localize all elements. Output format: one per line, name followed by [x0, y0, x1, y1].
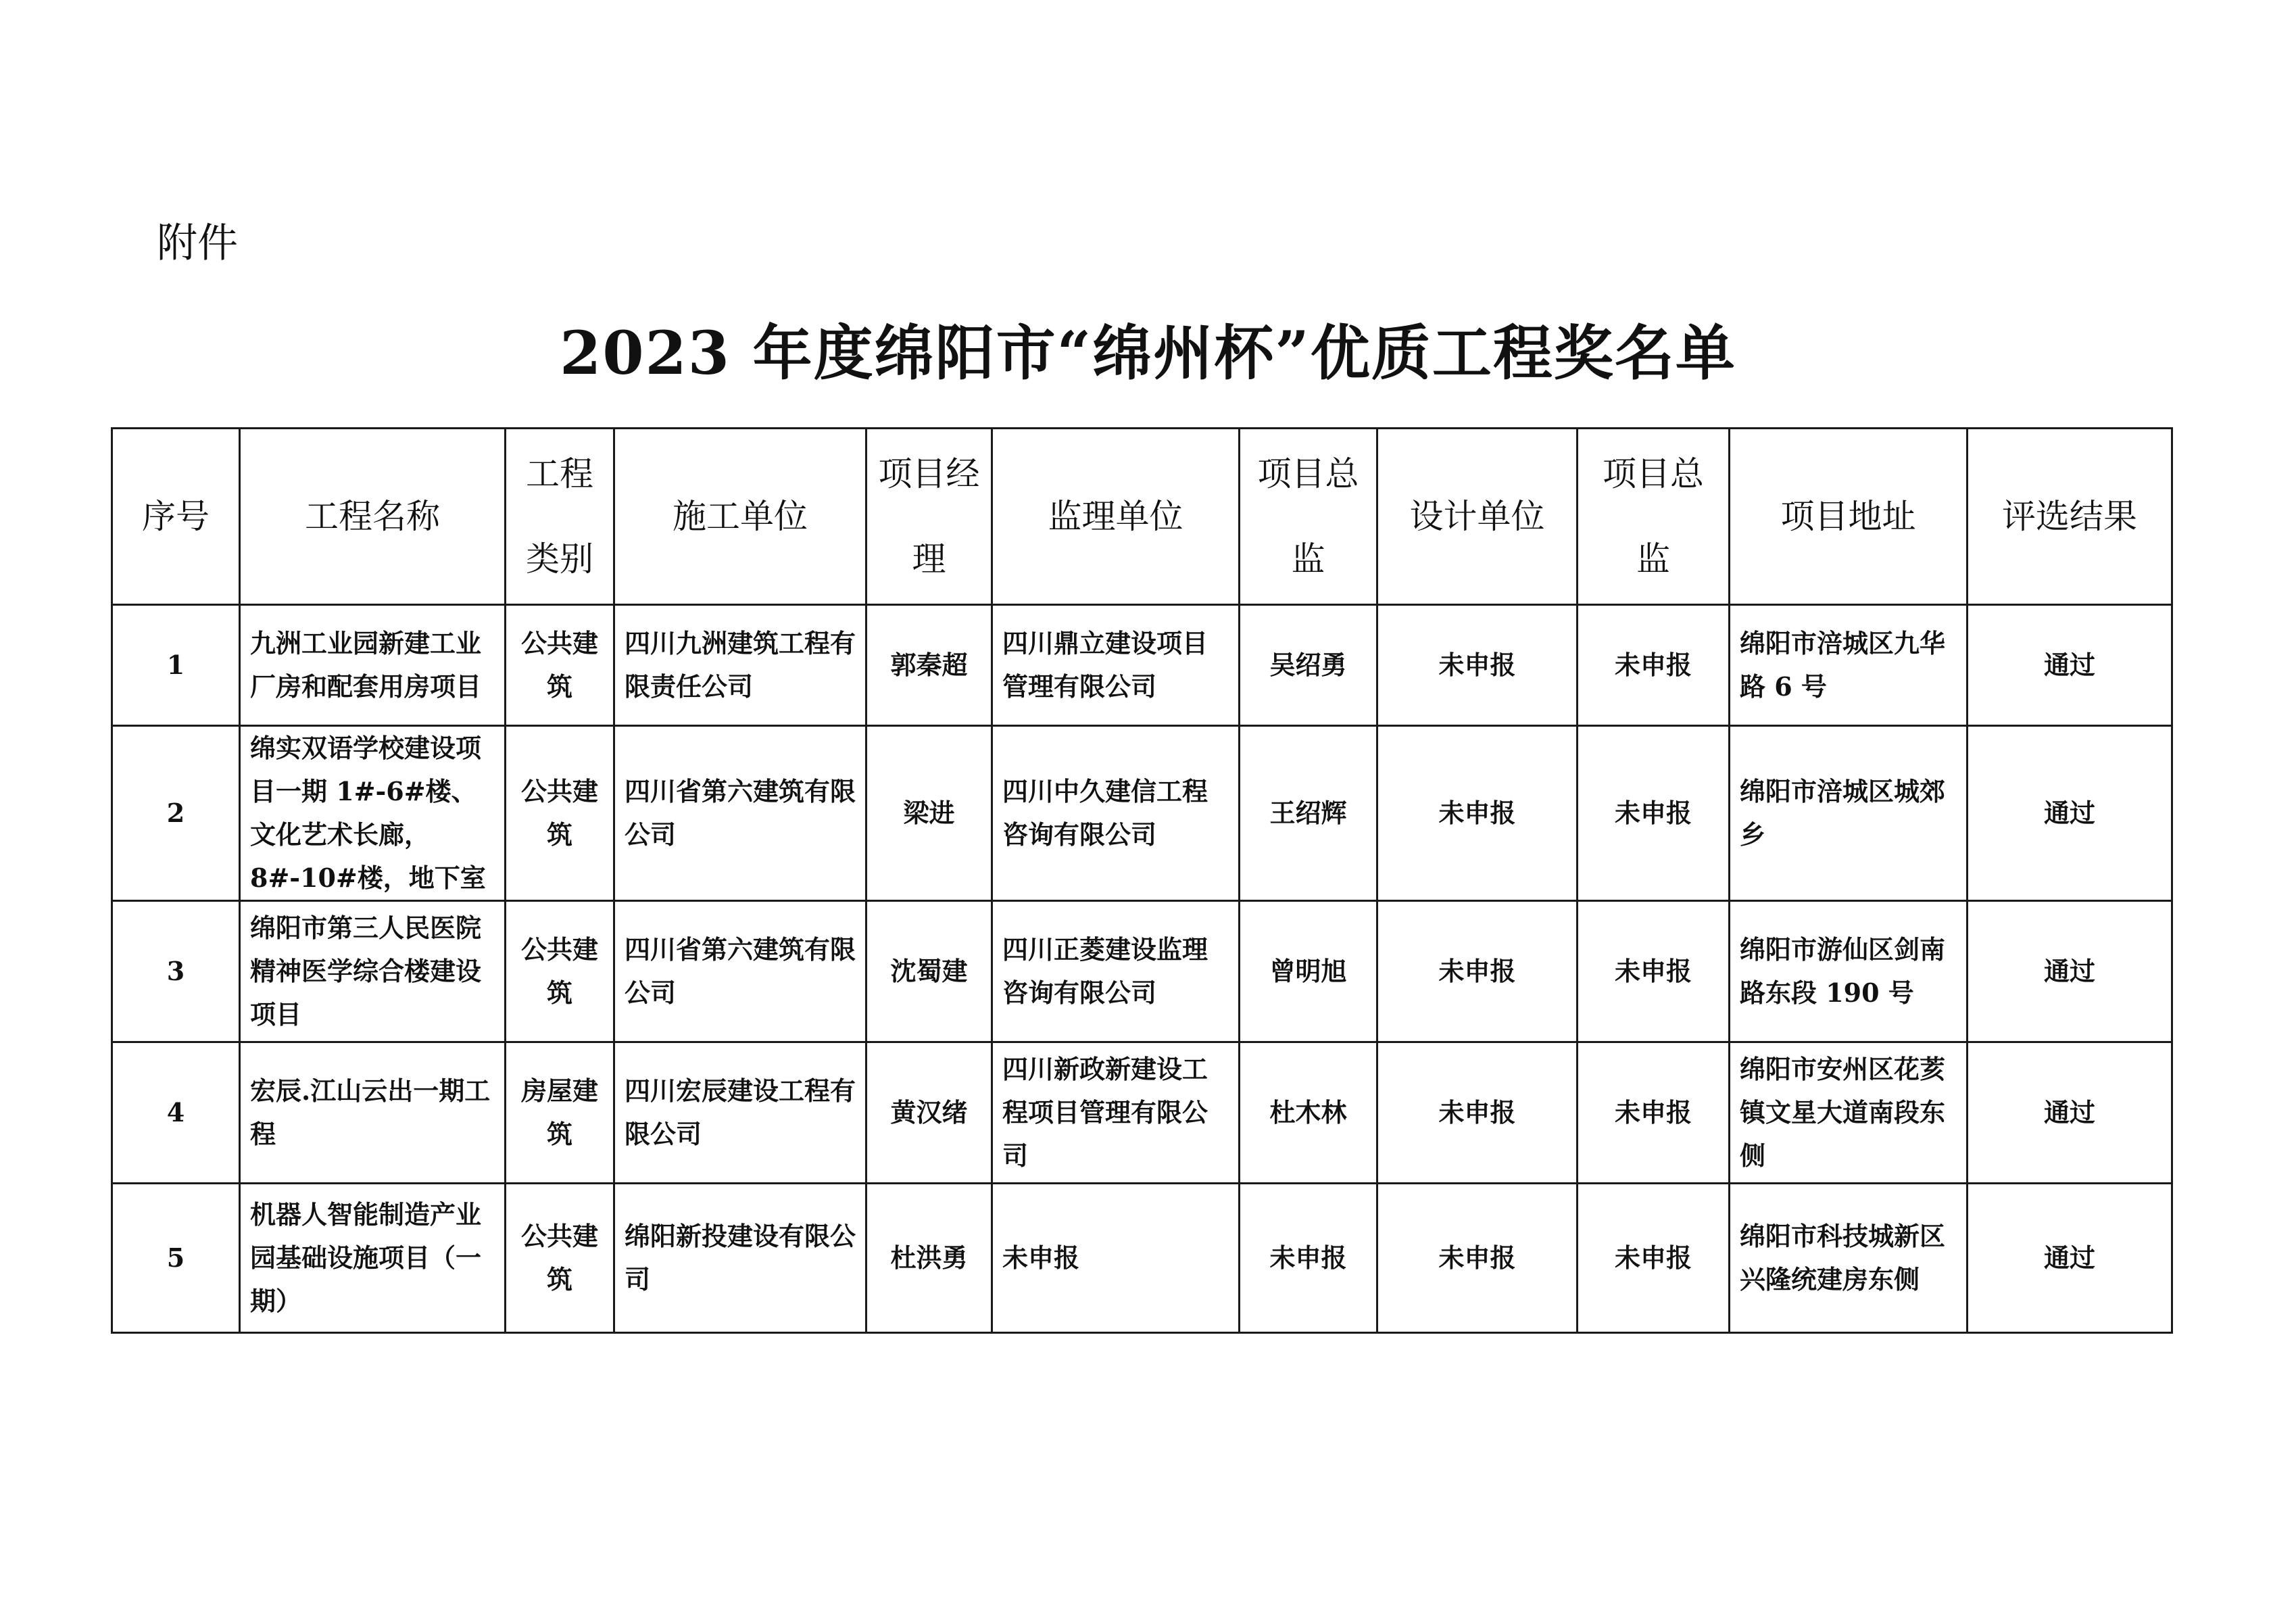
header-cell: 项目总监 [1578, 429, 1730, 605]
header-cell: 评选结果 [1968, 429, 2172, 605]
project-address-cell: 绵阳市游仙区剑南路东段 190 号 [1730, 901, 1968, 1042]
header-cell: 项目地址 [1730, 429, 1968, 605]
serial-number-cell: 3 [112, 901, 240, 1042]
table-row [112, 901, 2172, 1042]
chief-supervisor-cell: 曾明旭 [1240, 901, 1377, 1042]
design-director-cell: 未申报 [1578, 605, 1730, 726]
supervision-unit-cell: 四川中久建信工程咨询有限公司 [992, 726, 1240, 901]
serial-number-cell: 2 [112, 726, 240, 901]
serial-number-cell: 4 [112, 1042, 240, 1184]
design-director-cell: 未申报 [1578, 901, 1730, 1042]
header-cell: 工程类别 [506, 429, 614, 605]
header-cell: 施工单位 [614, 429, 866, 605]
table-row [112, 605, 2172, 726]
design-unit-cell: 未申报 [1377, 1184, 1578, 1333]
design-unit-cell: 未申报 [1377, 605, 1578, 726]
contractor-cell: 四川省第六建筑有限公司 [614, 901, 866, 1042]
design-director-cell: 未申报 [1578, 1042, 1730, 1184]
chief-supervisor-cell: 吴绍勇 [1240, 605, 1377, 726]
category-cell: 公共建筑 [506, 901, 614, 1042]
contractor-cell: 四川宏辰建设工程有限公司 [614, 1042, 866, 1184]
result-cell: 通过 [1968, 1184, 2172, 1333]
category-cell: 公共建筑 [506, 1184, 614, 1333]
project-manager-cell: 梁进 [866, 726, 992, 901]
design-unit-cell: 未申报 [1377, 726, 1578, 901]
category-cell: 房屋建筑 [506, 1042, 614, 1184]
design-director-cell: 未申报 [1578, 726, 1730, 901]
contractor-cell: 绵阳新投建设有限公司 [614, 1184, 866, 1333]
result-cell: 通过 [1968, 901, 2172, 1042]
chief-supervisor-cell: 未申报 [1240, 1184, 1377, 1333]
contractor-cell: 四川九洲建筑工程有限责任公司 [614, 605, 866, 726]
result-cell: 通过 [1968, 1042, 2172, 1184]
design-director-cell: 未申报 [1578, 1184, 1730, 1333]
serial-number-cell: 1 [112, 605, 240, 726]
supervision-unit-cell: 四川正菱建设监理咨询有限公司 [992, 901, 1240, 1042]
project-address-cell: 绵阳市涪城区城郊乡 [1730, 726, 1968, 901]
result-cell: 通过 [1968, 605, 2172, 726]
supervision-unit-cell: 四川鼎立建设项目管理有限公司 [992, 605, 1240, 726]
project-name-cell: 机器人智能制造产业园基础设施项目（一期） [240, 1184, 506, 1333]
header-cell: 序号 [112, 429, 240, 605]
header-cell: 监理单位 [992, 429, 1240, 605]
contractor-cell: 四川省第六建筑有限公司 [614, 726, 866, 901]
design-unit-cell: 未申报 [1377, 1042, 1578, 1184]
attachment-label: 附件 [157, 220, 238, 267]
project-name-cell: 宏辰.江山云出一期工程 [240, 1042, 506, 1184]
supervision-unit-cell: 未申报 [992, 1184, 1240, 1333]
header-cell: 设计单位 [1377, 429, 1578, 605]
table-header-row [112, 429, 2172, 605]
category-cell: 公共建筑 [506, 726, 614, 901]
project-manager-cell: 郭秦超 [866, 605, 992, 726]
project-manager-cell: 杜洪勇 [866, 1184, 992, 1333]
header-cell: 项目经理 [866, 429, 992, 605]
document-title: 2023 年度绵阳市“绵州杯”优质工程奖名单 [560, 318, 1736, 388]
project-name-cell: 绵阳市第三人民医院精神医学综合楼建设项目 [240, 901, 506, 1042]
chief-supervisor-cell: 王绍辉 [1240, 726, 1377, 901]
chief-supervisor-cell: 杜木林 [1240, 1042, 1377, 1184]
category-cell: 公共建筑 [506, 605, 614, 726]
supervision-unit-cell: 四川新政新建设工程项目管理有限公司 [992, 1042, 1240, 1184]
header-cell: 项目总监 [1240, 429, 1377, 605]
serial-number-cell: 5 [112, 1184, 240, 1333]
header-cell: 工程名称 [240, 429, 506, 605]
table-row [112, 726, 2172, 901]
project-address-cell: 绵阳市涪城区九华路 6 号 [1730, 605, 1968, 726]
project-name-cell: 九洲工业园新建工业厂房和配套用房项目 [240, 605, 506, 726]
award-table [111, 427, 2173, 1334]
project-manager-cell: 黄汉绪 [866, 1042, 992, 1184]
design-unit-cell: 未申报 [1377, 901, 1578, 1042]
project-address-cell: 绵阳市安州区花荄镇文星大道南段东侧 [1730, 1042, 1968, 1184]
table-row [112, 1184, 2172, 1333]
project-manager-cell: 沈蜀建 [866, 901, 992, 1042]
table-row [112, 1042, 2172, 1184]
project-name-cell: 绵实双语学校建设项目一期 1#-6#楼、文化艺术长廊，8#-10#楼，地下室 [240, 726, 506, 901]
result-cell: 通过 [1968, 726, 2172, 901]
project-address-cell: 绵阳市科技城新区兴隆统建房东侧 [1730, 1184, 1968, 1333]
